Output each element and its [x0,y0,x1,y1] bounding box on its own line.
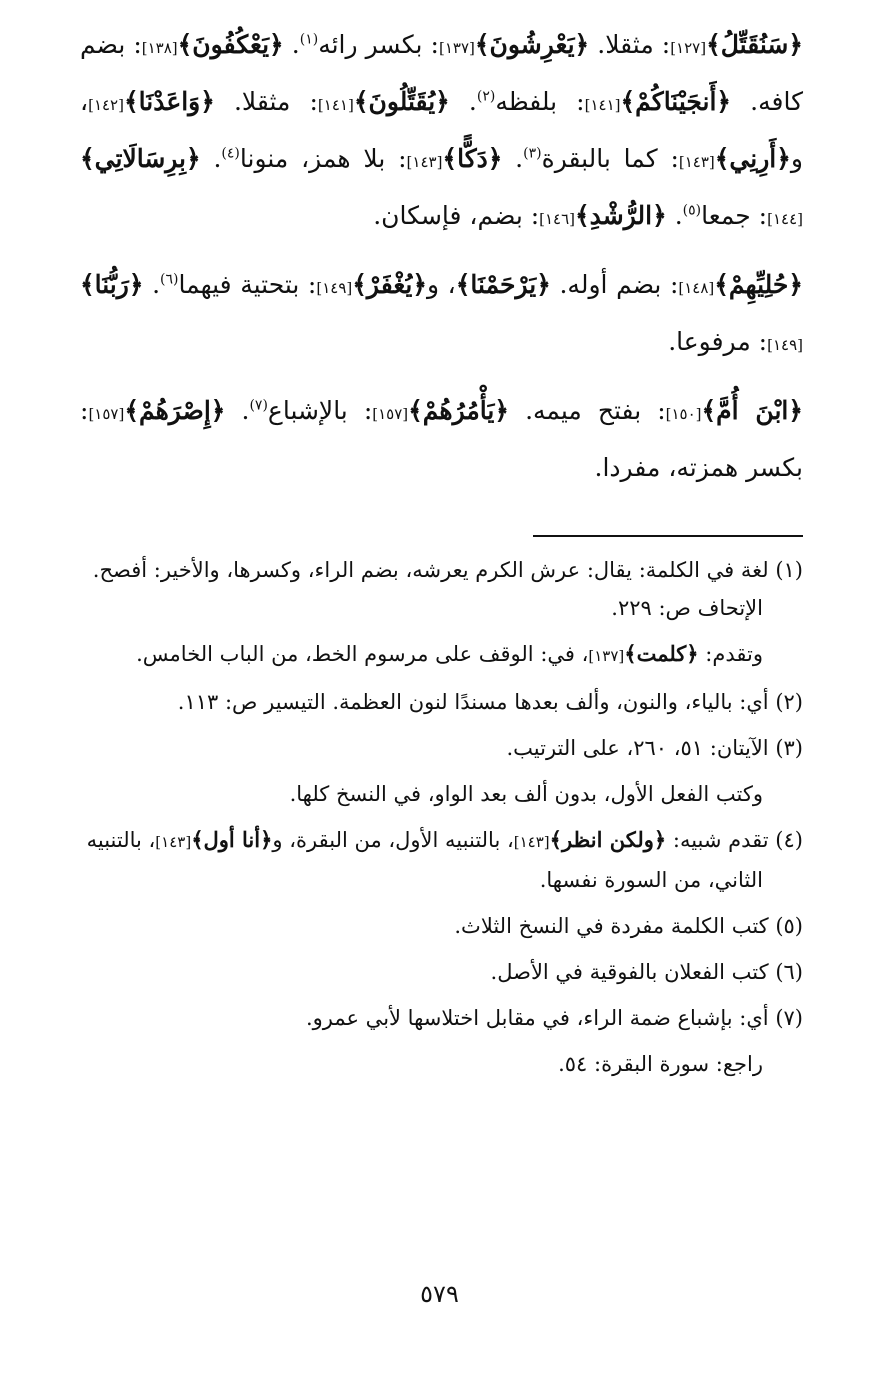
text-run: : مثقلا. [589,30,671,59]
verse-number: [١٣٧] [438,39,475,57]
paragraph [80,384,803,495]
text-run: . [283,30,300,59]
footnote-ref: (١) [299,31,319,48]
footnote [80,821,803,899]
text-run: وكتب الفعل الأول، بدون ألف بعد الواو، في النسخ كلها. [289,782,763,806]
text-run: . [225,396,250,425]
text-run: ، و [427,270,456,299]
footnote-ref: (٤) [221,145,240,162]
quran-word: ﴿يُقَتِّلُونَ﴾ [353,87,450,116]
text-run: : بكسر همزته، مفردا. [80,396,803,482]
footnote [80,999,803,1037]
text-run: وتقدم: [698,642,763,666]
quran-word: ﴿أَنجَيْنَاكُمْ﴾ [620,87,732,116]
text-run: : كما بالبقرة [541,144,679,173]
quran-word: ﴿يُغْفَرْ﴾ [352,270,428,299]
footnote-ref: (٥) [682,202,702,219]
quran-word: ﴿يَعْكُفُونَ﴾ [177,30,284,59]
text-run: ، بالتنبيه الأول، من البقرة، و [272,828,514,852]
text-run: : جمعا [701,201,768,230]
main-text [80,18,803,495]
page-number: ٥٧٩ [420,1280,459,1308]
text-run: ، بالتنبيه الثاني، من السورة نفسها. [86,828,763,892]
footnote [80,1045,803,1083]
footnote-ref: (٧) [249,397,268,414]
verse-number: [١٤٣] [513,833,550,851]
verse-number: [١٥٠] [665,405,702,423]
text-run: (٤) تقدم شبيه: [666,828,803,852]
verse-number: [١٢٧] [670,39,707,57]
verse-number: [١٣٨] [141,39,178,57]
verse-number: [١٤٨] [678,279,715,297]
footnote [80,729,803,767]
footnote [80,953,803,991]
text-run: : بلفظه [495,87,585,116]
verse-number: [١٤٣] [678,153,715,171]
text-run: . [143,270,161,299]
text-run: (٧) أي: بإشباع ضمة الراء، في مقابل اختلاسها لأبي عمرو. [305,1006,803,1030]
text-run: . [502,144,524,173]
quran-word: ﴿وَاعَدْنَا﴾ [123,87,215,116]
text-run: . [449,87,477,116]
text-run: : بلا همز، منونا [239,144,407,173]
footnote [80,551,803,627]
quran-word: ﴿سَنُقَتِّلُ﴾ [706,30,803,59]
text-run: (٦) كتب الفعلان بالفوقية في الأصل. [490,960,803,984]
quran-word: ﴿أَرِنِي﴾ [714,144,791,173]
verse-number: [١٤٩] [316,279,353,297]
text-run: . [200,144,222,173]
quran-word: ﴿أنا أول﴾ [191,827,273,852]
text-run: راجع: سورة البقرة: ٥٤. [558,1052,763,1076]
verse-number: [١٤٢] [88,96,124,114]
quran-word: ﴿ولكن انظر﴾ [549,827,667,852]
text-run: : بتحتية فيهما [178,270,317,299]
footnote-ref: (٢) [476,88,496,105]
text-run: (٥) كتب الكلمة مفردة في النسخ الثلاث. [454,914,803,938]
verse-number: [١٥٧] [372,405,409,423]
text-run: : مرفوعا. [668,327,768,356]
footnote-ref: (٣) [523,145,542,162]
text-run: : بضم كافه. [80,30,803,116]
verse-number: [١٣٧] [588,647,625,665]
footnote [80,775,803,813]
text-run: (٣) الآيتان: ٥١، ٢٦٠، على الترتيب. [506,736,803,760]
text-run: : بالإشباع [267,396,373,425]
text-run: : مثقلا. [214,87,318,116]
quran-word: ﴿إِصْرَهُمْ﴾ [124,396,226,425]
quran-word: ﴿رَبُّنَا﴾ [80,270,144,299]
quran-word: ﴿بِرِسَالَاتِي﴾ [80,144,201,173]
verse-number: [١٤١] [584,96,621,114]
quran-word: ﴿حُلِيِّهِمْ﴾ [714,270,803,299]
quran-word: ﴿دَكًّا﴾ [442,144,503,173]
paragraph [80,18,803,246]
quran-word: ﴿الرُّشْدِ﴾ [575,201,667,230]
text-run: ، في: الوقف على مرسوم الخط، من الباب الخامس. [136,642,589,666]
verse-number: [١٤١] [317,96,354,114]
verse-number: [١٤٤] [767,210,803,228]
text-run: . [666,201,683,230]
quran-word: ﴿ابْنَ أُمَّ﴾ [701,396,803,425]
quran-word: ﴿يَعْرِشُونَ﴾ [474,30,590,59]
paragraph [80,258,803,372]
footnote-ref: (٦) [160,271,179,288]
verse-number: [١٤٣] [406,153,443,171]
text-run: : بكسر رائه [318,30,439,59]
footnote [80,683,803,721]
quran-word: ﴿يَرْحَمْنَا﴾ [455,270,551,299]
quran-word: ﴿كلمت﴾ [624,641,699,666]
text-run: ، و [80,87,803,173]
verse-number: [١٥٧] [88,405,125,423]
footnotes [80,551,803,1083]
footnote-separator [533,535,803,537]
text-run: : بضم أوله. [550,270,679,299]
text-run: : بفتح ميمه. [509,396,666,425]
text-run: : بضم، فإسكان. [373,201,540,230]
verse-number: [١٤٣] [155,833,192,851]
verse-number: [١٤٦] [539,210,576,228]
quran-word: ﴿يَأْمُرُهُمْ﴾ [408,396,510,425]
text-run: (١) لغة في الكلمة: يقال: عرش الكرم يعرشه، بضم الراء، وكسرها، والأخير: أفصح. الإتحاف ص: ٢٢٩. [92,558,803,620]
verse-number: [١٤٩] [767,336,803,354]
footnote [80,635,803,675]
text-run: (٢) أي: بالياء، والنون، وألف بعدها مسندًا لنون العظمة. التيسير ص: ١١٣. [177,690,803,714]
footnote [80,907,803,945]
